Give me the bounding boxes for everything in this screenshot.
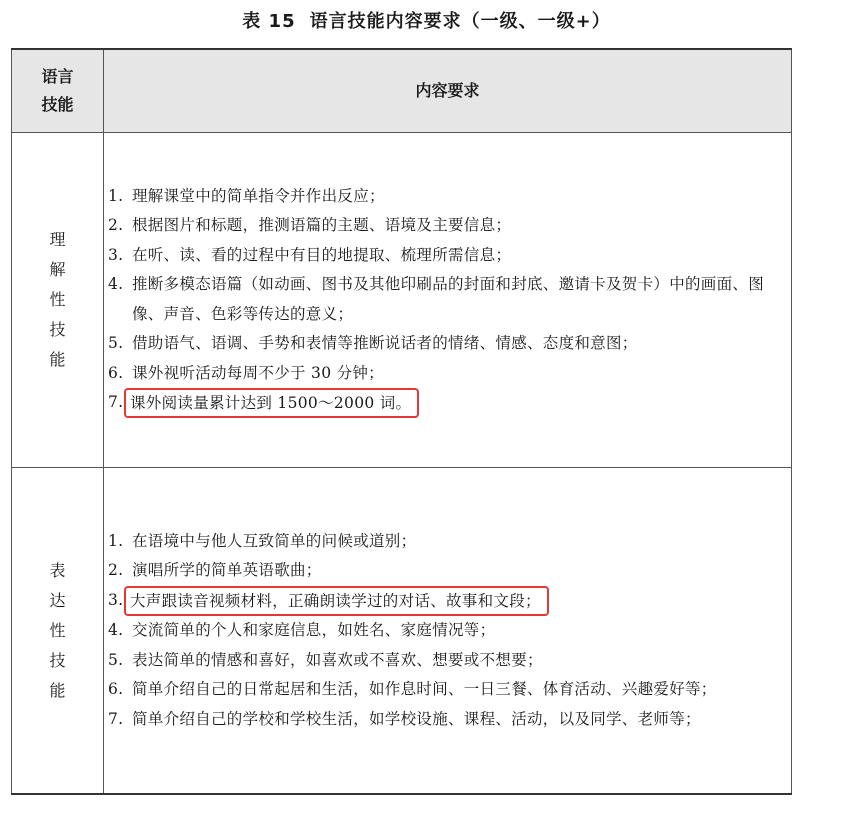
table-title: 语言技能内容要求（一级、一级+） bbox=[309, 11, 611, 32]
list-item: 3. 在听、读、看的过程中有目的地提取、梳理所需信息； bbox=[108, 245, 512, 264]
list-item: 1. 在语境中与他人互致简单的问候或道别； bbox=[108, 531, 417, 550]
table-number: 表 15 bbox=[242, 11, 296, 32]
header-skill bbox=[12, 49, 104, 133]
table-caption bbox=[0, 8, 853, 36]
list-item: 4. 交流简单的个人和家庭信息，如姓名、家庭情况等； bbox=[108, 621, 496, 640]
requirements-expression bbox=[104, 468, 792, 795]
list-item-highlighted: 3. 大声跟读音视频材料，正确朗读学过的对话、故事和文段； bbox=[104, 586, 791, 617]
list-item: 6. 简单介绍自己的日常起居和生活，如作息时间、一日三餐、体育活动、兴趣爱好等； bbox=[108, 680, 717, 699]
list-item: 1. 理解课堂中的简单指令并作出反应； bbox=[108, 186, 385, 205]
list-item: 4. 推断多模态语篇（如动画、图书及其他印刷品的封面和封底、邀请卡及贺卡）中的画面、图像、声音、色彩等传达的意义； bbox=[108, 275, 765, 323]
skill-label-expression: 表 达 性 技 能 bbox=[12, 468, 104, 795]
section-row-expression bbox=[12, 468, 792, 795]
header-row bbox=[12, 49, 792, 133]
header-requirements: 内容要求 bbox=[104, 49, 792, 133]
list-item: 2. 根据图片和标题，推测语篇的主题、语境及主要信息； bbox=[108, 216, 512, 234]
highlight-box: 课外阅读量累计达到 1500～2000 词。 bbox=[124, 388, 419, 418]
header-skill-line2: 技能 bbox=[41, 95, 74, 114]
content-requirements-table bbox=[11, 48, 792, 795]
skill-label-comprehension: 理 解 性 技 能 bbox=[12, 133, 104, 468]
list-item: 5. 表达简单的情感和喜好，如喜欢或不喜欢、想要或不想要； bbox=[108, 650, 543, 669]
list-item: 7. 简单介绍自己的学校和学校生活，如学校设施、课程、活动，以及同学、老师等； bbox=[108, 709, 701, 728]
header-skill-line1: 语言 bbox=[41, 67, 74, 86]
list-item-highlighted: 7. 课外阅读量累计达到 1500～2000 词。 bbox=[104, 388, 791, 419]
highlight-box: 大声跟读音视频材料，正确朗读学过的对话、故事和文段； bbox=[124, 586, 549, 616]
list-item: 6. 课外视听活动每周不少于 30 分钟； bbox=[108, 363, 384, 382]
requirements-comprehension bbox=[104, 133, 792, 468]
section-row-comprehension bbox=[12, 133, 792, 468]
list-item: 5. 借助语气、语调、手势和表情等推断说话者的情绪、情感、态度和意图； bbox=[108, 334, 638, 352]
list-item: 2. 演唱所学的简单英语歌曲； bbox=[108, 561, 322, 580]
